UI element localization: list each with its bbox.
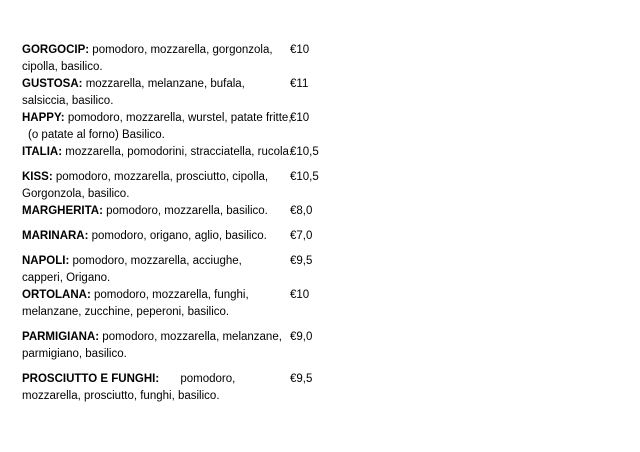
item-ingredients: pomodoro, mozzarella, basilico. [106, 205, 268, 217]
item-price: €10,5 [290, 146, 319, 158]
item-name: PROSCIUTTO E FUNGHI: [22, 373, 160, 385]
item-name: ORTOLANA: [22, 289, 91, 301]
item-ingredients: pomodoro, mozzarella, wurstel, patate fritte, [67, 112, 292, 124]
item-name: ITALIA: [22, 146, 63, 158]
item-ingredients: mozzarella, pomodorini, stracciatella, rucola. [65, 146, 293, 158]
item-ingredients: pomodoro, mozzarella, acciughe, capperi, Origano. [22, 255, 242, 284]
item-description-block [22, 169, 284, 203]
item-description-block [22, 42, 284, 76]
item-price: €10 [290, 112, 310, 124]
item-name: MARINARA: [22, 230, 89, 242]
item-description-block [22, 144, 302, 161]
item-ingredients: pomodoro, mozzarella, melanzane, parmigiano, basilico. [22, 331, 282, 360]
item-ingredients: pomodoro, mozzarella, funghi, melanzane, zucchine, peperoni, basilico. [22, 289, 249, 318]
item-price: €9,5 [290, 255, 313, 267]
item-description-block [22, 110, 302, 144]
item-description-block [22, 253, 284, 287]
item-name: PARMIGIANA: [22, 331, 100, 343]
item-price: €10,5 [290, 171, 319, 183]
item-description-block [22, 329, 284, 363]
item-price: €10 [290, 289, 310, 301]
item-description-block [22, 371, 284, 405]
item-description-block [22, 203, 302, 220]
item-name: NAPOLI: [22, 255, 70, 267]
item-ingredients: pomodoro, mozzarella, gorgonzola, cipolla, basilico. [22, 44, 273, 73]
item-name: GUSTOSA: [22, 78, 83, 90]
item-name: HAPPY: [22, 112, 65, 124]
item-price: €8,0 [290, 205, 313, 217]
item-name: GORGOCIP: [22, 44, 90, 56]
item-ingredients: pomodoro, origano, aglio, basilico. [91, 230, 267, 242]
item-ingredients: pomodoro, mozzarella, prosciutto, cipolla, Gorgonzola, basilico. [22, 171, 269, 200]
item-ingredients: mozzarella, melanzane, bufala, salsiccia, basilico. [22, 78, 245, 107]
item-description-block [22, 228, 302, 245]
item-price: €11 [290, 78, 309, 90]
item-price: €9,5 [290, 373, 313, 385]
item-price: €7,0 [290, 230, 313, 242]
item-price: €9,0 [290, 331, 313, 343]
item-ingredients: pomodoro, mozzarella, prosciutto, funghi, basilico. [22, 373, 236, 402]
item-description-block [22, 76, 284, 110]
item-ingredients-continued: (o patate al forno) Basilico. [28, 129, 165, 141]
item-name: MARGHERITA: [22, 205, 103, 217]
item-description-block [22, 287, 284, 321]
item-price: €10 [290, 44, 310, 56]
item-name: KISS: [22, 171, 53, 183]
